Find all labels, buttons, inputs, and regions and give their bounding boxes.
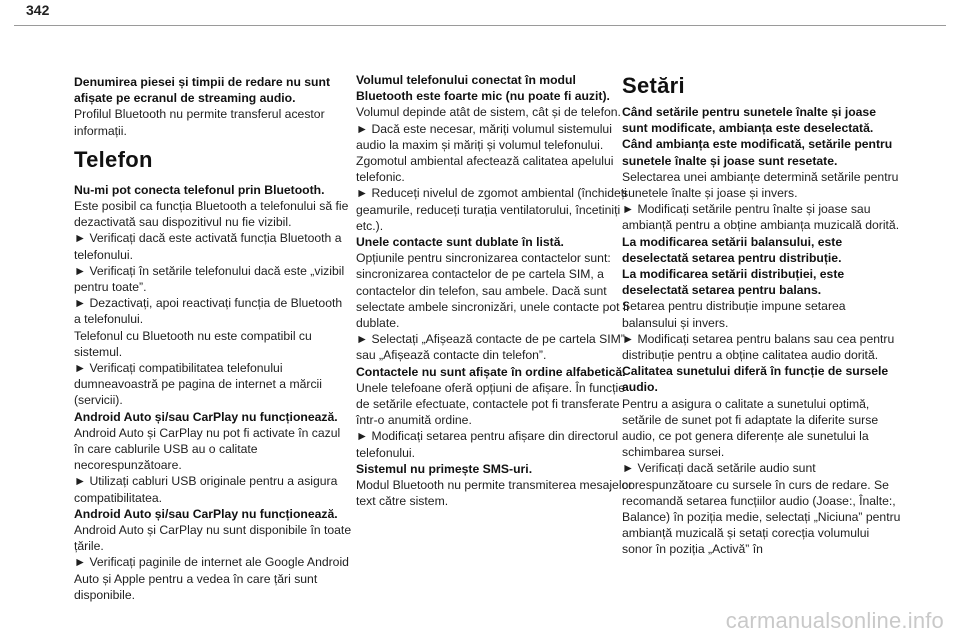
setari-block: [622, 104, 902, 558]
section-title-setari: Setări: [622, 73, 685, 98]
section-title-telefon: Telefon: [74, 146, 153, 172]
intro-block: [74, 74, 352, 139]
paragraph: ► Dezactivați, apoi reactivați funcția de Bluetooth a telefonului.: [74, 296, 343, 327]
paragraph: ► Modificați setările pentru înalte și joase sau ambianță pentru a obține ambianța muzicală dorită.: [622, 202, 900, 233]
paragraph: Opțiunile pentru sincronizarea contactelor sunt: sincronizarea contactelor de pe cartela SIM, a contactelor din telefon, sau ambele. Dacă sunt selectate ambele sincronizări, unele contacte pot fi dublate.: [356, 251, 630, 331]
paragraph: Zgomotul ambiental afectează calitatea apelului telefonic.: [356, 154, 614, 185]
header-rule: [14, 25, 946, 26]
paragraph: ► Verificați compatibilitatea telefonului dumneavoastră pe pagina de internet a mărcii (servicii).: [74, 361, 322, 408]
paragraph: Android Auto și CarPlay nu pot fi activate în cazul în care cablurile USB au o calitate necorespunzătoare.: [74, 425, 341, 473]
subheading: Contactele nu sunt afișate în ordine alfabetică.: [356, 364, 626, 379]
subheading: Când ambianța este modificată, setările pentru sunetele înalte și joase sunt resetate.: [622, 137, 893, 168]
paragraph: ► Dacă este necesar, măriți volumul sistemului audio la maxim și măriți și volumul telefonului.: [356, 121, 612, 152]
paragraph: Profilul Bluetooth nu permite transferul acestor informații.: [74, 107, 325, 138]
paragraph: ► Verificați dacă este activată funcția Bluetooth a telefonului.: [74, 231, 342, 262]
column-right: [622, 72, 902, 558]
paragraph: Pentru a asigura o calitate a sunetului optimă, setările de sunet pot fi adaptate la diferite surse audio, ce pot genera diferențe ale sunetului la schimbarea sursei.: [622, 396, 879, 460]
paragraph: Este posibil ca funcția Bluetooth a telefonului să fie dezactivată sau dispozitivul nu fie vizibil.: [74, 199, 349, 230]
paragraph: Volumul depinde atât de sistem, cât și de telefon.: [356, 105, 621, 120]
subheading: Android Auto și/sau CarPlay nu funcționează.: [74, 409, 338, 424]
paragraph: ► Selectați „Afișează contacte de pe cartela SIM” sau „Afișează contacte din telefon”.: [356, 332, 625, 363]
telefon-block: [74, 182, 352, 603]
paragraph: ► Utilizați cabluri USB originale pentru a asigura compatibilitatea.: [74, 474, 338, 505]
paragraph: Selectarea unei ambianțe determină setările pentru sunetele înalte și joase și invers.: [622, 169, 899, 201]
subheading: Nu-mi pot conecta telefonul prin Bluetooth.: [74, 182, 325, 197]
paragraph: Setarea pentru distribuție impune setarea balansului și invers.: [622, 299, 846, 330]
telefon-continued-block: [356, 72, 634, 509]
page-number: 342: [26, 2, 50, 18]
subheading: La modificarea setării balansului, este deselectată setarea pentru distribuție.: [622, 234, 843, 265]
subheading: Calitatea sunetului diferă în funcție de sursele audio.: [622, 364, 889, 395]
paragraph: ► Verificați în setările telefonului dacă este „vizibil pentru toate”.: [74, 263, 345, 295]
subheading: Sistemul nu primește SMS-uri.: [356, 461, 533, 476]
subheading: Unele contacte sunt dublate în listă.: [356, 235, 564, 250]
subheading: Android Auto și/sau CarPlay nu funcționează.: [74, 506, 338, 521]
watermark: carmanualsonline.info: [725, 608, 944, 633]
subheading: Când setările pentru sunetele înalte și joase sunt modificate, ambianța este deselectată.: [622, 105, 876, 136]
paragraph: ► Verificați dacă setările audio sunt corespunzătoare cu sursele în curs de redare. Se recomandă setarea funcțiilor audio (Joase:, Înalte:, Balance) în poziția medie, selectați „Niciuna” pentru ambianță muzicală și setați corecția volumului sonor în poziția „Activă” în: [622, 461, 901, 557]
paragraph: ► Modificați setarea pentru afișare din directorul telefonului.: [356, 429, 619, 460]
paragraph: ► Reduceți nivelul de zgomot ambiental (închideți geamurile, reduceți turația ventilatorului, încetiniți etc.).: [356, 186, 627, 233]
paragraph: Android Auto și CarPlay nu sunt disponibile în toate țările.: [74, 523, 352, 554]
paragraph: ► Modificați setarea pentru balans sau cea pentru distribuție pentru a obține calitatea audio dorită.: [622, 331, 895, 363]
column-middle: [356, 72, 634, 509]
subheading: La modificarea setării distribuției, este deselectată setarea pentru balans.: [622, 267, 845, 298]
column-left: [74, 74, 352, 603]
paragraph: ► Verificați paginile de internet ale Google Android Auto și Apple pentru a vedea în care țări sunt disponibile.: [74, 555, 349, 602]
subheading: Volumul telefonului conectat în modul Bluetooth este foarte mic (nu poate fi auzit).: [356, 73, 610, 104]
paragraph: Telefonul cu Bluetooth nu este compatibil cu sistemul.: [74, 328, 312, 359]
paragraph: Unele telefoane oferă opțiuni de afișare. În funcție de setările efectuate, contactele pot fi transferate într-o anumită ordine.: [356, 380, 625, 428]
subheading: Denumirea piesei și timpii de redare nu sunt afișate pe ecranul de streaming audio.: [74, 75, 331, 106]
paragraph: Modul Bluetooth nu permite transmiterea mesajelor text către sistem.: [356, 478, 633, 509]
